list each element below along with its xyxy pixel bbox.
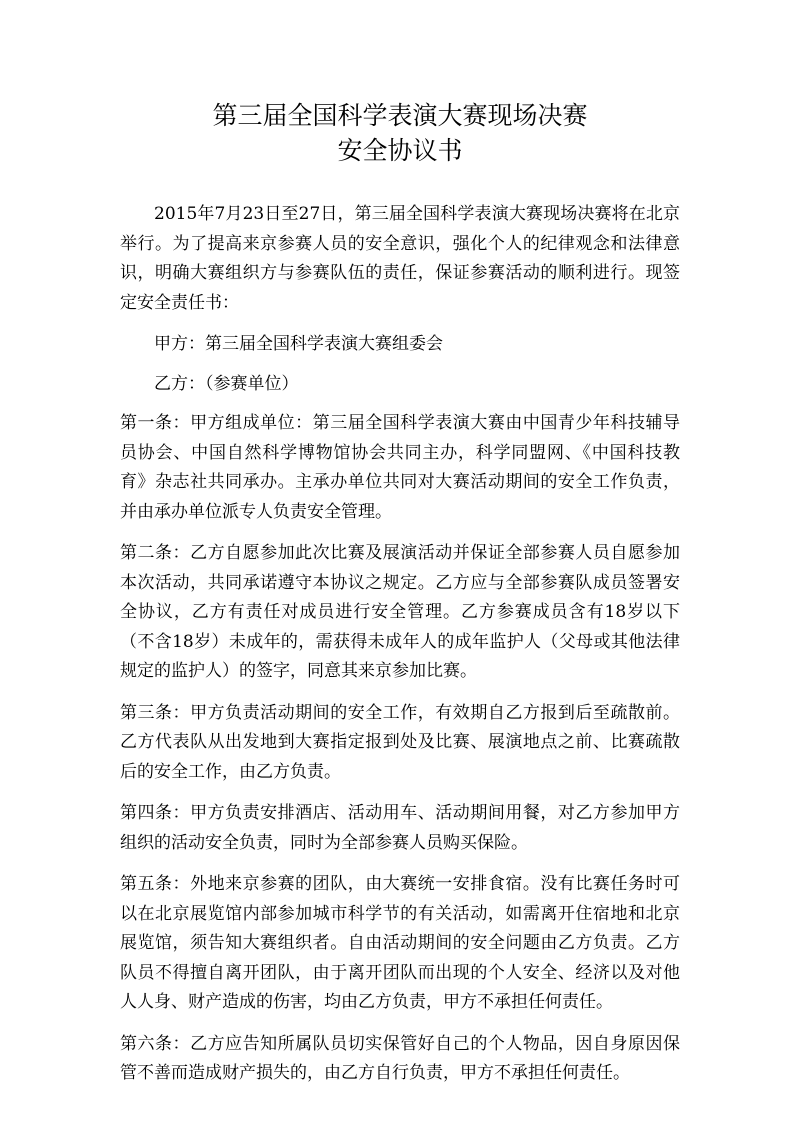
party-a: 甲方：第三届全国科学表演大赛组委会 — [154, 334, 443, 354]
article-2: 第二条：乙方自愿参加此次比赛及展演活动并保证全部参赛人员自愿参加本次活动，共同承诺遵守本协议之规定。乙方应与全部参赛队成员签署安全协议，乙方有责任对成员进行安全管理。乙方参赛成员含有18岁以下（不含18岁）未成年的，需获得未成年人的成年监护人（父母或其他法律规定的监护人）的签字，同意其来京参加比赛。 — [120, 543, 680, 681]
article-5: 第五条：外地来京参赛的团队，由大赛统一安排食宿。没有比赛任务时可以在北京展览馆内部参加城市科学节的有关活动，如需离开住宿地和北京展览馆，须告知大赛组织者。自由活动期间的安全问题由乙方负责。乙方队员不得擅自离开团队，由于离开团队而出现的个人安全、经济以及对他人人身、财产造成的伤害，均由乙方负责，甲方不承担任何责任。 — [120, 874, 680, 1012]
article-1: 第一条：甲方组成单位：第三届全国科学表演大赛由中国青少年科技辅导员协会、中国自然科学博物馆协会共同主办，科学同盟网、《中国科技教育》杂志社共同承办。主承办单位共同对大赛活动期间的安全工作负责，并由承办单位派专人负责安全管理。 — [120, 413, 680, 522]
article-4: 第四条：甲方负责安排酒店、活动用车、活动期间用餐，对乙方参加甲方组织的活动安全负责，同时为全部参赛人员购买保险。 — [120, 803, 680, 853]
document-body — [120, 200, 680, 1101]
document-title: 第三届全国科学表演大赛现场决赛 — [212, 101, 588, 130]
article-6: 第六条：乙方应告知所属队员切实保管好自己的个人物品，因自身原因保管不善而造成财产损失的，由乙方自行负责，甲方不承担任何责任。 — [120, 1033, 680, 1083]
party-b: 乙方：（参赛单位） — [154, 373, 299, 394]
intro-paragraph: 2015年7月23日至27日，第三届全国科学表演大赛现场决赛将在北京举行。为了提高来京参赛人员的安全意识，强化个人的纪律观念和法律意识，明确大赛组织方与参赛队伍的责任，保证参赛活动的顺利进行。现签定安全责任书： — [120, 204, 680, 313]
article-3: 第三条：甲方负责活动期间的安全工作，有效期自乙方报到后至疏散前。乙方代表队从出发地到大赛指定报到处及比赛、展演地点之前、比赛疏散后的安全工作，由乙方负责。 — [120, 702, 680, 782]
document-subtitle: 安全协议书 — [337, 136, 463, 165]
